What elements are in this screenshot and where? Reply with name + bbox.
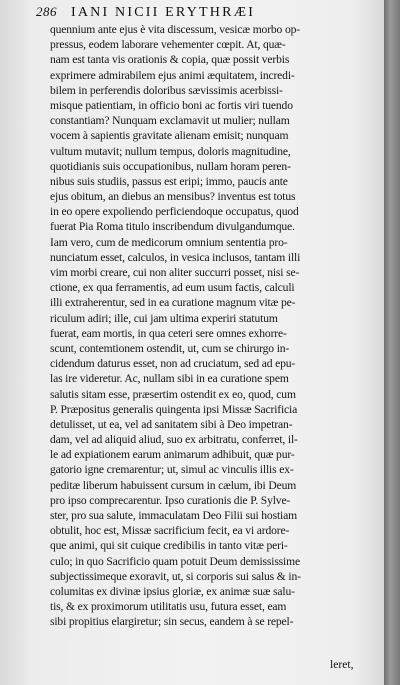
text-line: bilem in perferendis doloribus sævissimis acerbissi-: [50, 83, 283, 97]
catchword: leret,: [330, 658, 354, 671]
text-line: constantiam? Nunquam exclamavit ut mulier; nullam: [50, 114, 290, 128]
text-line: exprimere admirabilem ejus animi æquitatem, incredi-: [50, 68, 295, 82]
text-line: le ad expiationem earum animarum adhibuit, quæ pur-: [50, 448, 295, 462]
text-line: misque patientiam, in officio boni ac fortis viri tuendo: [50, 98, 293, 112]
text-line: quennium ante ejus è vita discessum, vesicæ morbo op-: [50, 23, 300, 36]
text-line: detulisset, ut ea, vel ad sanitatem sibi à Deo impetran-: [50, 417, 293, 431]
text-line: vim morbi creare, cui non aliter succurri posset, nisi se-: [50, 266, 300, 279]
text-line: las ire videretur. Ac, nullam sibi in ea curatione spem: [50, 372, 289, 386]
text-line: ejus obitum, an diebus an mensibus? inventus est totus: [50, 190, 296, 204]
running-head: IANI NICII ERYTHRÆI: [71, 5, 256, 20]
text-line: fuerat Pia Roma titulo inscribendum divulgandumque.: [50, 220, 295, 234]
text-line: Iam vero, cum de medicorum omnium sententia pro-: [50, 235, 288, 249]
text-line: scunt, contemtionem ostendit, ut, cum se chirurgo in-: [50, 341, 290, 355]
text-line: dam, vel ad aliquid aliud, suo ex arbitratu, conferret, il-: [50, 433, 298, 447]
text-line: vultum mutavit; nullum tempus, doloris magnitudine,: [50, 144, 291, 158]
page-header: [36, 4, 376, 24]
text-line: pressus, eodem laborare vehementer cœpit. At, quæ-: [50, 38, 286, 52]
text-line: riculum adiri; ille, cui jam ultima experiri statutum: [50, 311, 278, 325]
text-line: cidendum daturus esset, non ad cruciatum, sed ad epu-: [50, 357, 296, 371]
text-line: subjectissimeque exoravit, ut, si corporis sui salus & in-: [50, 569, 301, 583]
text-line: vocem à sapientis gravitate alienam emisit; nunquam: [50, 129, 289, 143]
text-line: fuerat, eam mortis, in qua ceteri sere omnes exhorre-: [50, 326, 287, 340]
text-line: ctione, ex qua ferramentis, ad eum usum factis, calculi: [50, 281, 295, 295]
text-line: salutis sitam esse, præsertim ostendit ex eo, quod, cum: [50, 387, 296, 401]
text-line: culo; in quo Sacrificio quam potuit Deum demississime: [50, 554, 300, 568]
text-line: que animi, qui sit cuique credibilis in tanto vitæ peri-: [50, 539, 288, 553]
text-line: tis, & ex proximorum utilitatis usu, futura esset, eam: [50, 600, 287, 614]
text-line: pro ipso comprecarentur. Ipso curationis die P. Sylve-: [50, 493, 291, 507]
text-line: nunciatum esset, calculos, in vesica inclusos, tantam illi: [50, 250, 301, 264]
page-number: 286: [36, 4, 57, 19]
text-line: illi extraherentur, sed in ea curatione magnum vitæ pe-: [50, 296, 296, 310]
text-line: gatorio igne cremarentur; ut, simul ac vinculis illis ex-: [50, 463, 294, 477]
text-line: quotidianis suis occupationibus, nullam horam peren-: [50, 159, 291, 173]
text-line: obtulit, hoc est, Missæ sacrificium fecit, ea vi ardore-: [50, 524, 290, 538]
text-line: nibus suis studiis, passus est eripi; immo, paucis ante: [50, 174, 288, 188]
text-line: ster, pro sua salute, immaculatam Deo Filii sui hostiam: [50, 509, 297, 522]
text-line: sibi propitius elargiretur; sin secus, eandem à se repel-: [50, 615, 294, 629]
text-line: peditæ liberum habuissent cursum in cælum, ibi Deum: [50, 478, 297, 492]
text-line: in eo opere expoliendo perficiendoque occupatus, quod: [50, 205, 299, 219]
text-line: nam est tanta vis orationis & copia, quæ possit verbis: [50, 53, 290, 67]
body-text: [50, 22, 378, 630]
text-line: P. Præpositus generalis quingenta ipsi Missæ Sacrificia: [50, 402, 298, 416]
text-line: columitas ex divinæ ipsius gloriæ, ex animæ suæ salu-: [50, 584, 295, 598]
page-edge: [384, 0, 400, 685]
